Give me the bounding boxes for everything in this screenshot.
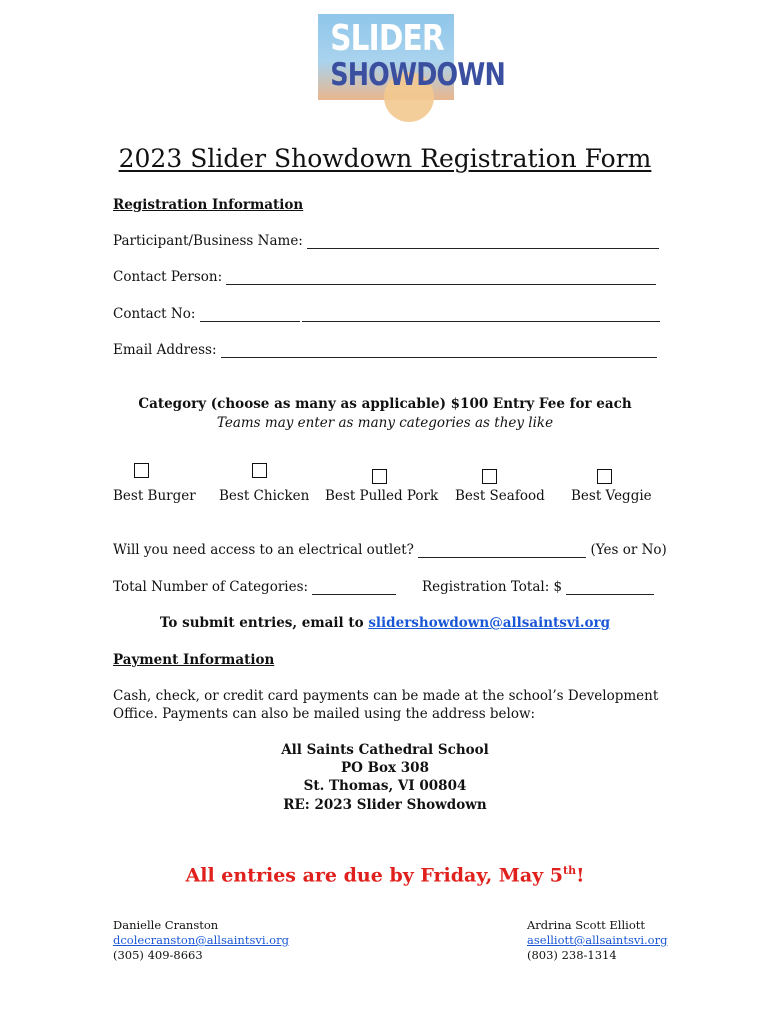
registration-total-label: Registration Total: $ [422,579,563,595]
payment-body-line-2: Office. Payments can also be mailed using the address below: [113,706,536,722]
contact-number-label: Contact No: [113,306,196,322]
contact-card-left [113,918,289,963]
contact-phone: (305) 409-8663 [113,948,203,962]
checkbox-best-veggie[interactable] [597,469,612,484]
category-label-seafood: Best Seafood [455,488,545,504]
category-label-pulled-pork: Best Pulled Pork [325,488,439,504]
payment-heading: Payment Information [113,652,275,668]
category-heading: Category (choose as many as applicable) $100 Entry Fee for each [138,396,632,412]
category-label-veggie: Best Veggie [571,488,652,504]
contact-email-link[interactable]: dcolecranston@allsaintsvi.org [113,933,289,947]
registration-heading: Registration Information [113,197,304,213]
address-line-2: PO Box 308 [341,760,429,776]
address-line-4: RE: 2023 Slider Showdown [283,797,487,813]
logo-line-1: SLIDER [330,18,444,59]
checkbox-best-seafood[interactable] [482,469,497,484]
address-line-1: All Saints Cathedral School [281,742,489,758]
outlet-field[interactable] [418,544,586,558]
submit-text: To submit entries, email to [159,615,364,631]
checkbox-best-pulled-pork[interactable] [372,469,387,484]
logo-line-2: SHOWDOWN [330,57,505,93]
contact-email-link[interactable]: aselliott@allsaintsvi.org [527,933,668,947]
contact-person-row [113,269,656,285]
category-subheading: Teams may enter as many categories as they like [216,415,554,431]
contact-card-right [527,918,667,963]
payment-body-line-1: Cash, check, or credit card payments can be made at the school’s Development [113,688,659,704]
contact-person-field[interactable] [226,271,656,285]
page-title: 2023 Slider Showdown Registration Form [118,144,652,173]
contact-number-field-a[interactable] [200,308,300,322]
registration-total-field[interactable] [566,581,654,595]
total-categories-label: Total Number of Categories: [113,579,309,595]
contact-number-row [113,306,660,322]
contact-name: Ardrina Scott Elliott [527,918,645,932]
participant-name-label: Participant/Business Name: [113,233,303,249]
checkbox-best-burger[interactable] [134,463,149,478]
category-label-burger: Best Burger [113,488,196,504]
participant-name-field[interactable] [307,235,659,249]
total-categories-field[interactable] [312,581,396,595]
checkbox-best-chicken[interactable] [252,463,267,478]
outlet-question: Will you need access to an electrical outlet? [113,542,414,558]
participant-name-row [113,233,659,249]
submit-email-link[interactable]: slidershowdown@allsaintsvi.org [368,615,611,631]
outlet-hint: (Yes or No) [590,542,667,558]
total-categories-row [113,579,396,595]
email-label: Email Address: [113,342,217,358]
due-date-text: All entries are due by Friday, May 5 [185,864,564,887]
due-date-notice [0,864,770,886]
slider-showdown-logo [318,14,505,100]
contact-name: Danielle Cranston [113,918,219,932]
due-date-end: ! [576,864,585,887]
due-date-sup: th [563,864,577,877]
registration-total-row [422,579,654,595]
submit-instructions [0,615,770,631]
email-row [113,342,657,358]
contact-number-field-b[interactable] [302,308,660,322]
contact-phone: (803) 238-1314 [527,948,617,962]
contact-person-label: Contact Person: [113,269,223,285]
outlet-row [113,542,667,558]
address-line-3: St. Thomas, VI 00804 [303,778,467,794]
email-field[interactable] [221,344,657,358]
category-label-chicken: Best Chicken [219,488,310,504]
